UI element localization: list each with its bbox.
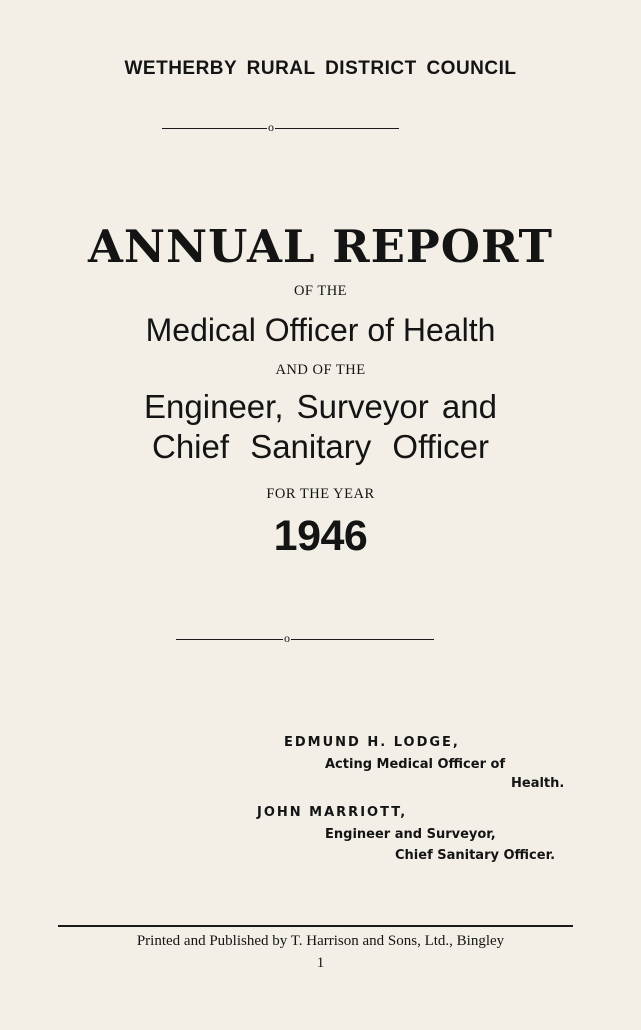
- signatory-name-lodge: EDMUND H. LODGE,: [284, 735, 460, 750]
- divider-line-left: [162, 128, 267, 129]
- divider-mark: o: [268, 120, 274, 134]
- top-divider: [162, 122, 399, 134]
- divider-line-right: [291, 639, 434, 640]
- printer-credit: Printed and Published by T. Harrison and Sons, Ltd., Bingley: [136, 933, 505, 949]
- signatory-role-lodge-1: Acting Medical Officer of: [325, 757, 506, 772]
- footer-rule: [58, 925, 573, 927]
- report-year: 1946: [273, 512, 368, 560]
- page-number: 1: [316, 955, 325, 971]
- chief-sanitary-title-line: Chief Sanitary Officer: [151, 428, 490, 465]
- council-heading: WETHERBY RURAL DISTRICT COUNCIL: [124, 58, 517, 79]
- signatory-role-marriott-2: Chief Sanitary Officer.: [395, 848, 556, 863]
- medical-officer-title: Medical Officer of Health: [145, 312, 496, 348]
- of-the-label: OF THE: [293, 283, 348, 299]
- divider-line-left: [176, 639, 283, 640]
- engineer-title-line: Engineer, Surveyor and: [144, 388, 497, 425]
- signatory-name-marriott: JOHN MARRIOTT,: [257, 805, 408, 820]
- signatory-role-lodge-2: Health.: [511, 776, 565, 791]
- annual-report-title: ANNUAL REPORT: [87, 220, 554, 273]
- signatory-role-marriott-1: Engineer and Surveyor,: [325, 827, 496, 842]
- and-of-the-label: AND OF THE: [275, 362, 366, 378]
- middle-divider: [176, 633, 434, 645]
- for-the-year-label: FOR THE YEAR: [266, 486, 375, 502]
- divider-line-right: [275, 128, 399, 129]
- divider-mark: o: [284, 631, 290, 645]
